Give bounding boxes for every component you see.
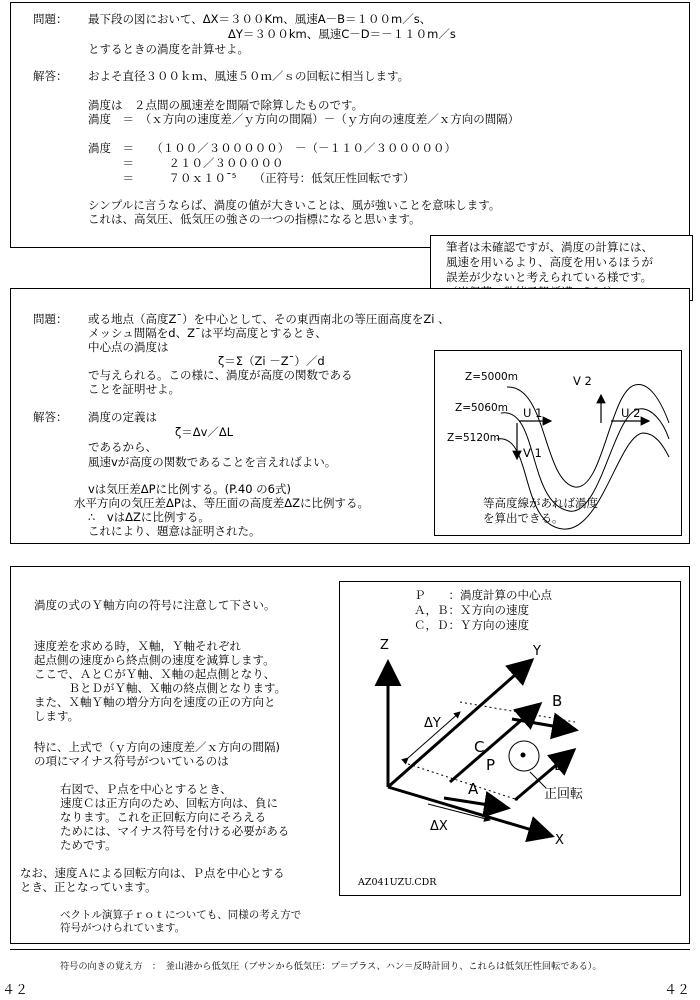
answer2-line-4: vは気圧差ΔPに比例する。(P.40 の6式) <box>88 482 291 496</box>
para4-line-1: なお、速度Ａによる回転方向は、Ｐ点を中心とする <box>20 866 285 880</box>
para3-line-5: ためです。 <box>60 838 117 852</box>
page-number-right: ４２ <box>664 983 691 998</box>
para1-line-5: また、Ｘ軸Ｙ軸の増分方向を速度の正の方向と <box>34 695 276 709</box>
contour-line-5000 <box>507 384 669 487</box>
problem1-line-1: 最下段の図において、ΔX＝３００Km、風速A－B＝１００m／s、 <box>88 12 432 26</box>
calc-line-3: ＝ ７０ｘ１０¯⁵ （正符号：低気圧性回転です） <box>88 171 415 185</box>
answer2-line-6: ∴ vはΔZに比例する。 <box>88 510 210 524</box>
para1-line-1: 速度差を求める時，Ｘ軸，Ｙ軸それぞれ <box>34 639 241 653</box>
problem2-label: 問題： <box>33 312 68 326</box>
calc-line-2: ＝ ２１０／３０００００ <box>88 156 284 170</box>
v1-label: V 1 <box>523 446 542 460</box>
summary-line-1: シンプルに言うならば、渦度の値が大きいことは、風が強いことを意味します。 <box>88 198 501 212</box>
delta-y-label: ΔY <box>424 716 441 731</box>
x-axis-label: X <box>555 833 564 848</box>
problem2-line-1: 或る地点（高度Z¯）を中心として、その東西南北の等圧面高度をZi 、 <box>88 312 450 326</box>
intro-line: 渦度の式のＹ軸方向の符号に注意して下さい。 <box>34 598 276 612</box>
contour-diagram <box>434 350 682 536</box>
para5-line-1: ベクトル演算子ｒｏｔについても、同様の考え方で <box>60 909 302 921</box>
answer1-label: 解答： <box>33 69 68 83</box>
rotation-label: 正回転 <box>544 787 584 802</box>
para1-line-4: ＢとＤがＹ軸、Ｘ軸の終点側となります。 <box>34 681 287 695</box>
para3-line-3: なります。これを正回転方向にそろえる <box>60 810 267 824</box>
label-p: P <box>486 756 496 774</box>
u2-label: U 2 <box>621 406 641 420</box>
diagram-filename: AZ041UZU.CDR <box>358 877 437 888</box>
y-axis-label: Y <box>533 644 541 659</box>
para2-line-2: の項にマイナス符号がついているのは <box>34 754 229 768</box>
para4-line-2: とき、正となっています。 <box>20 880 157 894</box>
definition-line-2: 渦度 ＝ （ｘ方向の速度差／ｙ方向の間隔）－（ｙ方向の速度差／ｘ方向の間隔） <box>88 112 520 126</box>
para5-line-2: 符号がつけられています。 <box>60 922 186 934</box>
label-c: C <box>474 738 485 756</box>
contour-caption-1: 等高度線があれば渦度 <box>483 496 598 510</box>
y-axis <box>388 660 532 787</box>
z-label-5120: Z=5120m <box>447 432 500 444</box>
para1-line-6: します。 <box>34 709 80 723</box>
para2-line-1: 特に、上式で（ｙ方向の速度差／ｘ方向の間隔) <box>34 740 280 754</box>
footer-mnemonic: 符号の向きの覚え方 ： 釜山港から低気圧（ブサンから低気圧：プ＝プラス、ハン＝反時計回り、これらは低気圧性回転である）。 <box>60 961 602 972</box>
legend-line-2: Ａ，Ｂ：Ｘ方向の速度 <box>414 603 529 617</box>
note-line-3: 誤差が少ないと考えられている様です。 <box>446 270 653 284</box>
problem1-line-2: ΔY＝３００km、風速C－D＝－１１０m／s <box>228 27 456 41</box>
z-label-5060: Z=5060m <box>455 402 508 414</box>
problem1-line-3: とするときの渦度を計算せよ。 <box>88 42 249 56</box>
v2-label: V 2 <box>573 374 592 388</box>
legend-line-1: Ｐ ：渦度計算の中心点 <box>414 588 552 602</box>
formula-zeta-delta: ζ＝Δv／ΔL <box>175 425 234 439</box>
definition-line-1: 渦度は ２点間の風速差を間隔で除算したものです。 <box>88 98 364 112</box>
formula-zeta-sum: ζ＝Σ（Zi －Z¯）／d <box>218 354 325 368</box>
contour-caption-2: を算出できる。 <box>483 511 564 525</box>
label-d: D <box>554 756 566 774</box>
problem2-tail-2: ことを証明せよ。 <box>88 382 180 396</box>
u1-label: U 1 <box>523 406 543 420</box>
vector-b-line <box>512 719 576 730</box>
para1-line-3: ここで、ＡとＣがＹ軸、Ｘ軸の起点側となり、 <box>34 667 276 681</box>
z-axis-label: Z <box>380 638 389 653</box>
calc-line-1: 渦度 ＝ （１００／３０００００） －（－１１０／３０００００） <box>88 141 456 155</box>
delta-x-label: ΔX <box>430 819 448 834</box>
z-label-5000: Z=5000m <box>465 371 518 383</box>
note-line-1: 筆者は未確認ですが、渦度の計算には、 <box>446 240 653 254</box>
answer2-label: 解答： <box>33 410 68 424</box>
footer-rule <box>10 949 690 950</box>
para3-line-1: 右図で、Ｐ点を中心とするとき、 <box>60 782 232 796</box>
answer2-line-3: 風速vが高度の関数であることを言えればよい。 <box>88 455 337 469</box>
label-a: A <box>468 780 479 798</box>
note-line-2: 風速を用いるより、高度を用いるほうが <box>446 255 653 269</box>
problem2-tail-1: で与えられる。この様に、渦度が高度の関数である <box>88 368 353 382</box>
answer2-line: 渦度の定義は <box>88 410 157 424</box>
answer2-line-7: これにより、題意は証明された。 <box>88 524 261 538</box>
answer1-line: およそ直径３００ｋｍ、風速５０ｍ／ｓの回転に相当します。 <box>88 69 410 83</box>
delta-x-arrow <box>428 804 490 820</box>
para1-line-2: 起点側の速度から終点側の速度を減算します。 <box>34 653 275 667</box>
vector-diagram <box>339 581 681 896</box>
summary-line-2: これは、高気圧、低気圧の強さの一つの指標になると思います。 <box>88 212 421 226</box>
answer2-line-5: 水平方向の気圧差ΔPは、等圧面の高度差ΔZに比例する。 <box>74 496 370 510</box>
para3-line-4: ためには、マイナス符号を付ける必要がある <box>60 824 290 838</box>
page-number-left: ４２ <box>2 983 29 998</box>
problem2-line-2: メッシュ間隔をd、Z¯は平均高度とするとき、 <box>88 326 327 340</box>
legend-line-3: Ｃ，Ｄ：Ｙ方向の速度 <box>414 618 529 632</box>
para3-line-2: 速度Ｃは正方向のため、回転方向は、負に <box>60 796 279 810</box>
center-point-p <box>521 753 526 758</box>
answer2-line-2: であるから、 <box>88 440 157 454</box>
problem1-label: 問題： <box>33 12 68 26</box>
problem2-line-3: 中心点の渦度は <box>88 340 169 354</box>
label-b: B <box>552 692 563 710</box>
